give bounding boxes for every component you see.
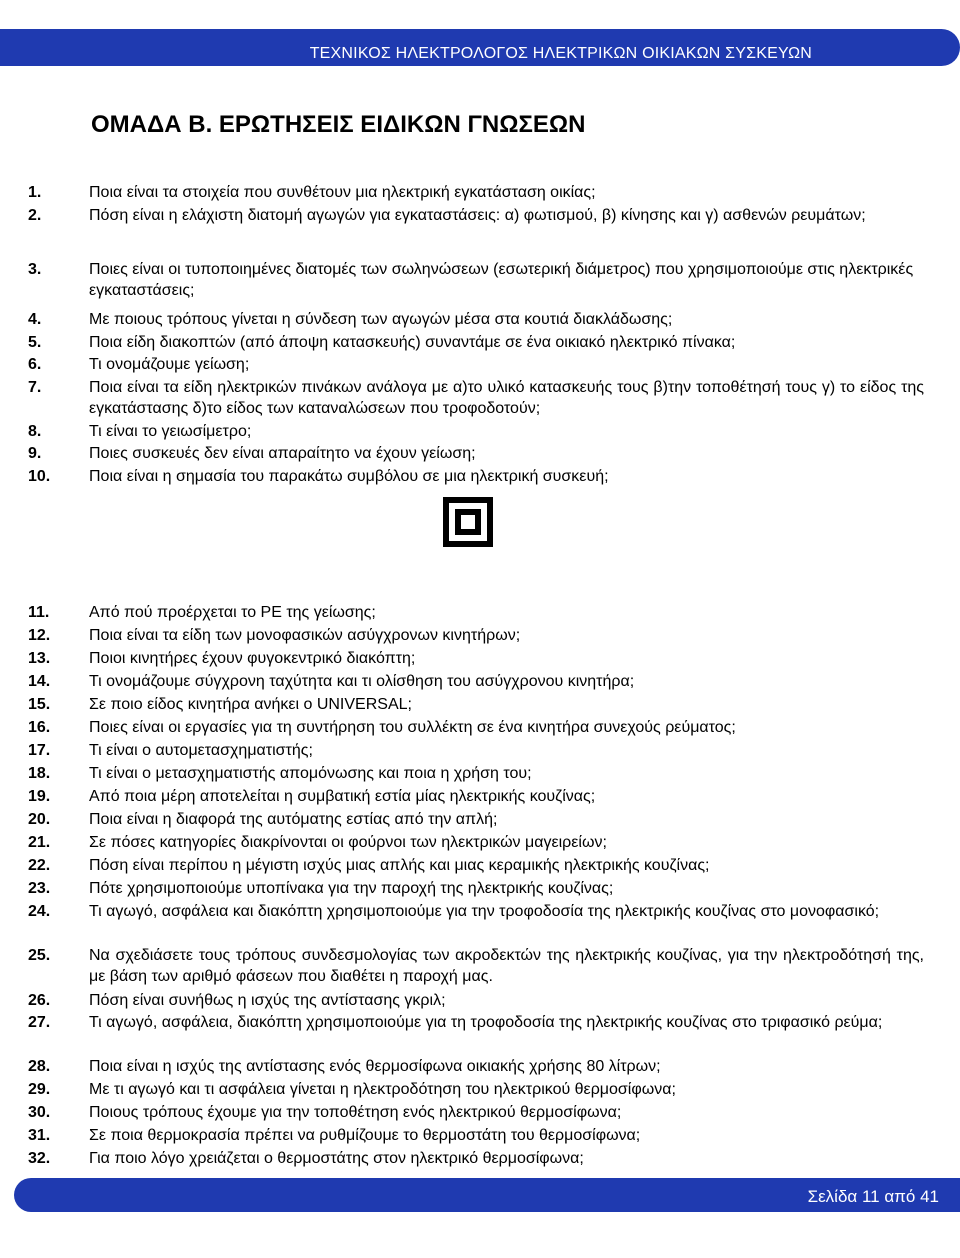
question-text: Ποια είναι η διαφορά της αυτόματης εστίας από την απλή; bbox=[89, 811, 498, 828]
question-text: Ποια είναι η σημασία του παρακάτω συμβόλου σε μια ηλεκτρική συσκευή; bbox=[89, 468, 609, 485]
question-number: 24. bbox=[28, 903, 51, 920]
question-item bbox=[28, 1079, 924, 1100]
question-item bbox=[28, 809, 924, 830]
question-item bbox=[28, 466, 924, 487]
question-number: 20. bbox=[28, 811, 51, 828]
page-number: Σελίδα 11 από 41 bbox=[807, 1187, 939, 1206]
question-item bbox=[28, 1056, 924, 1077]
question-number: 22. bbox=[28, 857, 51, 874]
question-item bbox=[28, 855, 924, 876]
question-item bbox=[28, 625, 924, 646]
question-number: 9. bbox=[28, 445, 42, 462]
question-number: 17. bbox=[28, 742, 51, 759]
question-text: Ποια είναι τα είδη των μονοφασικών ασύγχρονων κινητήρων; bbox=[89, 627, 521, 644]
question-number: 16. bbox=[28, 719, 51, 736]
header-title: ΤΕΧΝΙΚΟΣ ΗΛΕΚΤΡΟΛΟΓΟΣ ΗΛΕΚΤΡΙΚΩΝ ΟΙΚΙΑΚΩΝ ΣΥΣΚΕΥΩΝ bbox=[309, 45, 812, 62]
question-number: 14. bbox=[28, 673, 51, 690]
question-text: Ποιες συσκευές δεν είναι απαραίτητο να έχουν γείωση; bbox=[89, 445, 476, 462]
question-item bbox=[28, 694, 924, 715]
footer-bar bbox=[14, 1178, 960, 1212]
question-number: 18. bbox=[28, 765, 51, 782]
question-item bbox=[28, 901, 924, 922]
question-item bbox=[28, 602, 924, 623]
question-number: 2. bbox=[28, 207, 42, 224]
question-text: Για ποιο λόγο χρειάζεται ο θερμοστάτης στον ηλεκτρικό θερμοσίφωνα; bbox=[89, 1150, 584, 1167]
question-number: 4. bbox=[28, 311, 42, 328]
question-text: Να σχεδιάσετε τους τρόπους συνδεσμολογίας των ακροδεκτών της ηλεκτρικής κουζίνας, για την ηλεκτροδότησή της, με βάση των αριθμό φάσεων που διαθέτει η παροχή μας. bbox=[89, 947, 924, 985]
question-item bbox=[28, 648, 924, 669]
question-item bbox=[28, 332, 924, 353]
question-item bbox=[28, 1148, 924, 1169]
question-item bbox=[28, 1102, 924, 1123]
question-text: Από πού προέρχεται το PE της γείωσης; bbox=[89, 604, 376, 621]
question-item bbox=[28, 259, 924, 301]
question-text: Ποιες είναι οι τυποποιημένες διατομές των σωληνώσεων (εσωτερική διάμετρος) που χρησιμοποιούμε στις ηλεκτρικές εγκαταστάσεις; bbox=[89, 261, 914, 299]
question-text: Πόση είναι η ελάχιστη διατομή αγωγών για εγκαταστάσεις: α) φωτισμού, β) κίνησης και γ) ασθενών ρευμάτων; bbox=[89, 207, 866, 224]
question-number: 5. bbox=[28, 334, 42, 351]
question-number: 28. bbox=[28, 1058, 51, 1075]
question-text: Τι είναι ο μετασχηματιστής απομόνωσης και ποια η χρήση του; bbox=[89, 765, 532, 782]
question-item bbox=[28, 1125, 924, 1146]
question-text: Με τι αγωγό και τι ασφάλεια γίνεται η ηλεκτροδότηση του ηλεκτρικού θερμοσίφωνα; bbox=[89, 1081, 676, 1098]
question-text: Σε ποιο είδος κινητήρα ανήκει ο UNIVERSAL; bbox=[89, 696, 412, 713]
question-text: Τι είναι το γειωσίμετρο; bbox=[89, 423, 252, 440]
header-title-wrap bbox=[0, 29, 960, 66]
org-acronym: Ε.Ο.Π.Π.Ε.Π. bbox=[8, 4, 92, 20]
question-item bbox=[28, 878, 924, 899]
question-number: 3. bbox=[28, 261, 42, 278]
question-item bbox=[28, 421, 924, 442]
question-item bbox=[28, 990, 924, 1011]
question-text: Ποιοι κινητήρες έχουν φυγοκεντρικό διακόπτη; bbox=[89, 650, 416, 667]
question-item bbox=[28, 763, 924, 784]
question-text: Τι αγωγό, ασφάλεια και διακόπτη χρησιμοποιούμε για την τροφοδοσία της ηλεκτρικής κουζίνας στο μονοφασικό; bbox=[89, 903, 880, 920]
question-item bbox=[28, 443, 924, 464]
question-number: 31. bbox=[28, 1127, 51, 1144]
question-number: 8. bbox=[28, 423, 42, 440]
question-text: Τι ονομάζουμε γείωση; bbox=[89, 356, 250, 373]
question-text: Τι είναι ο αυτομετασχηματιστής; bbox=[89, 742, 313, 759]
question-item bbox=[28, 182, 924, 203]
question-item bbox=[28, 740, 924, 761]
question-number: 29. bbox=[28, 1081, 51, 1098]
question-item bbox=[28, 786, 924, 807]
question-text: Από ποια μέρη αποτελείται η συμβατική εστία μίας ηλεκτρικής κουζίνας; bbox=[89, 788, 596, 805]
question-item bbox=[28, 671, 924, 692]
question-text: Πόση είναι περίπου η μέγιστη ισχύς μιας απλής και μιας κεραμικής ηλεκτρικής κουζίνας; bbox=[89, 857, 710, 874]
question-item bbox=[28, 205, 924, 226]
question-item bbox=[28, 309, 924, 330]
question-text: Ποια είναι τα είδη ηλεκτρικών πινάκων ανάλογα με α)το υλικό κατασκευής τους β)την τοποθέτησή τους γ) το είδος της εγκατάστασης δ)το είδος των καταναλώσεων που τροφοδοτούν; bbox=[89, 379, 924, 417]
question-number: 23. bbox=[28, 880, 51, 897]
question-number: 11. bbox=[28, 604, 50, 621]
question-text: Με ποιους τρόπους γίνεται η σύνδεση των αγωγών μέσα στα κουτιά διακλάδωσης; bbox=[89, 311, 673, 328]
question-number: 32. bbox=[28, 1150, 51, 1167]
question-number: 12. bbox=[28, 627, 51, 644]
question-item bbox=[28, 1012, 924, 1033]
question-number: 1. bbox=[28, 184, 42, 201]
question-text: Πότε χρησιμοποιούμε υποπίνακα για την παροχή της ηλεκτρικής κουζίνας; bbox=[89, 880, 614, 897]
question-text: Ποιους τρόπους έχουμε για την τοποθέτηση ενός ηλεκτρικού θερμοσίφωνα; bbox=[89, 1104, 622, 1121]
question-text: Ποια είδη διακοπτών (από άποψη κατασκευής) συναντάμε σε ένα οικιακό ηλεκτρικό πίνακα; bbox=[89, 334, 736, 351]
question-text: Ποια είναι τα στοιχεία που συνθέτουν μια ηλεκτρική εγκατάσταση οικίας; bbox=[89, 184, 596, 201]
question-number: 13. bbox=[28, 650, 51, 667]
question-text: Τι ονομάζουμε σύγχρονη ταχύτητα και τι ολίσθηση του ασύγχρονου κινητήρα; bbox=[89, 673, 635, 690]
question-text: Σε πόσες κατηγορίες διακρίνονται οι φούρνοι των ηλεκτρικών μαγειρείων; bbox=[89, 834, 607, 851]
question-text: Τι αγωγό, ασφάλεια, διακόπτη χρησιμοποιούμε για τη τροφοδοσία της ηλεκτρικής κουζίνας στο τριφασικό ρεύμα; bbox=[89, 1014, 883, 1031]
question-item bbox=[28, 377, 924, 419]
question-item bbox=[28, 354, 924, 375]
question-text: Ποια είναι η ισχύς της αντίστασης ενός θερμοσίφωνα οικιακής χρήσης 80 λίτρων; bbox=[89, 1058, 661, 1075]
question-number: 6. bbox=[28, 356, 42, 373]
question-number: 21. bbox=[28, 834, 51, 851]
question-number: 27. bbox=[28, 1014, 51, 1031]
question-text: Πόση είναι συνήθως η ισχύς της αντίστασης γκριλ; bbox=[89, 992, 446, 1009]
question-item bbox=[28, 945, 924, 987]
question-number: 15. bbox=[28, 696, 51, 713]
question-number: 7. bbox=[28, 379, 42, 396]
question-item bbox=[28, 832, 924, 853]
question-number: 25. bbox=[28, 947, 51, 964]
question-number: 10. bbox=[28, 468, 51, 485]
question-number: 19. bbox=[28, 788, 51, 805]
question-number: 26. bbox=[28, 992, 51, 1009]
question-item bbox=[28, 717, 924, 738]
question-text: Ποιες είναι οι εργασίες για τη συντήρηση του συλλέκτη σε ένα κινητήρα συνεχούς ρεύματος; bbox=[89, 719, 736, 736]
question-number: 30. bbox=[28, 1104, 51, 1121]
section-title: ΟΜΑΔΑ Β. ΕΡΩΤΗΣΕΙΣ ΕΙΔΙΚΩΝ ΓΝΩΣΕΩΝ bbox=[91, 111, 586, 138]
question-text: Σε ποια θερμοκρασία πρέπει να ρυθμίζουμε το θερμοστάτη του θερμοσίφωνα; bbox=[89, 1127, 641, 1144]
double-insulation-symbol-icon bbox=[443, 497, 493, 547]
